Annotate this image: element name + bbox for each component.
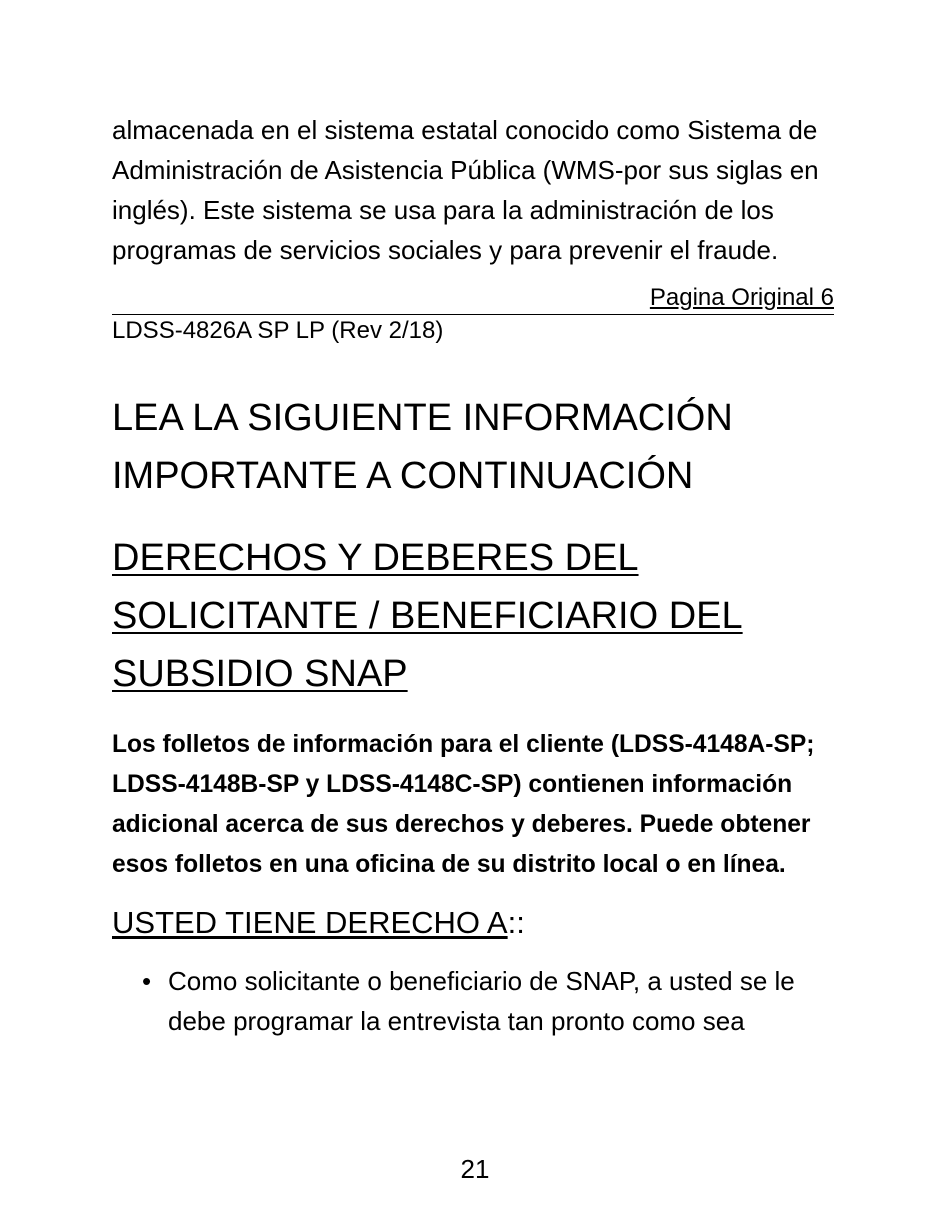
- main-heading: LEA LA SIGUIENTE INFORMACIÓN IMPORTANTE A CONTINUACIÓN: [112, 397, 733, 497]
- rights-list: [112, 961, 834, 1041]
- section-heading: DERECHOS Y DEBERES DEL SOLICITANTE / BENEFICIARIO DEL SUBSIDIO SNAP: [112, 537, 743, 695]
- rights-heading: [112, 901, 834, 945]
- rights-heading-suffix: ::: [507, 905, 525, 940]
- rights-heading-text: USTED TIENE DERECHO A: [112, 905, 508, 940]
- brochures-paragraph: Los folletos de información para el cliente (LDSS-4148A-SP; LDSS-4148B-SP y LDSS-4148C-SP) contienen información adicional acerca de sus derechos y deberes. Puede obtener esos folletos en una oficina de su distrito local o en línea.: [112, 731, 815, 878]
- original-page-label: Pagina Original 6: [649, 284, 834, 311]
- document-page: [112, 110, 834, 1041]
- form-code: LDSS-4826A SP LP (Rev 2/18): [112, 317, 444, 344]
- page-number: 21: [460, 1154, 490, 1184]
- original-page-reference: [112, 284, 834, 315]
- list-item-text: Como solicitante o beneficiario de SNAP, a usted se le debe programar la entrevista tan pronto como sea: [168, 966, 795, 1036]
- bullet-marker: •: [142, 966, 152, 996]
- intro-paragraph: almacenada en el sistema estatal conocido como Sistema de Administración de Asistencia Pública (WMS-por sus siglas en inglés). Este sistema se usa para la administración de los programas de servicios sociales y para prevenir el fraude.: [112, 115, 819, 265]
- list-item: [112, 961, 834, 1041]
